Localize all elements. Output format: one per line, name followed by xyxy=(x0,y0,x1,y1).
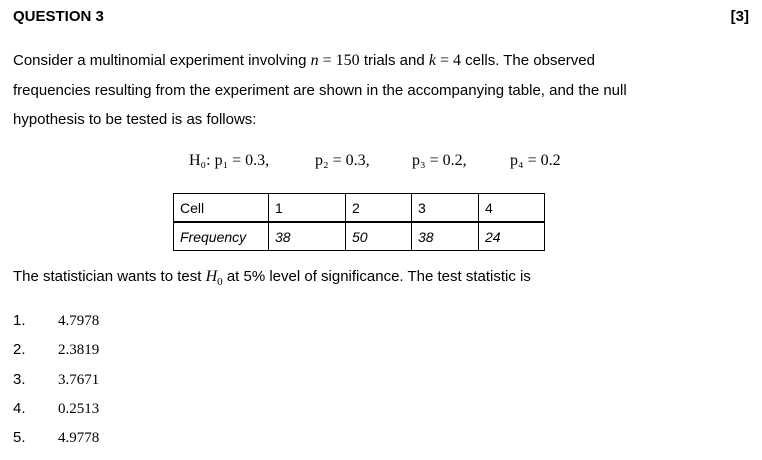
option-number: 4. xyxy=(13,400,26,417)
option-value: 4.9778 xyxy=(58,430,100,446)
table-cell: 1 xyxy=(269,194,346,223)
h-symbol: H xyxy=(205,268,218,285)
intro-line-2: frequencies resulting from the experiment are shown in the accompanying table, and the null xyxy=(13,82,627,99)
null-hypothesis-p2: p₂ = 0.3, xyxy=(315,152,370,169)
intro-line-1: Consider a multinomial experiment involving n = 150 trials and k = 4 cells. The observed xyxy=(13,52,595,69)
question-title: QUESTION 3 xyxy=(13,8,104,25)
option-number: 3. xyxy=(13,371,26,388)
option-number: 5. xyxy=(13,429,26,446)
statement-line: The statistician wants to test $H_0$ at 5% level of significance. The test statistic is xyxy=(13,268,531,288)
frequency-table xyxy=(173,193,545,251)
option-value: 4.7978 xyxy=(58,313,100,329)
option-value: 0.2513 xyxy=(58,401,100,417)
null-hypothesis-p3: p₃ = 0.2, xyxy=(412,152,467,169)
table-cell: 4 xyxy=(479,194,545,223)
n-symbol: n xyxy=(310,52,319,69)
list-item xyxy=(13,429,99,447)
list-item xyxy=(13,312,99,330)
option-value: 3.7671 xyxy=(58,372,100,388)
option-number: 1. xyxy=(13,312,26,329)
table-cell: 38 xyxy=(412,222,479,251)
table-cell: 24 xyxy=(479,222,545,251)
option-value: 2.3819 xyxy=(58,342,100,358)
table-cell: 38 xyxy=(269,222,346,251)
table-cell: Frequency xyxy=(174,222,269,251)
question-marks: [3] xyxy=(730,8,749,25)
list-item xyxy=(13,400,99,418)
table-cell: 2 xyxy=(346,194,412,223)
k-symbol: k xyxy=(428,52,436,69)
list-item xyxy=(13,341,99,359)
null-hypothesis-h0: H₀: p₁ = 0.3, xyxy=(189,152,270,169)
null-hypothesis-p4: p₄ = 0.2 xyxy=(510,152,561,169)
table-cell: 3 xyxy=(412,194,479,223)
table-cell: 50 xyxy=(346,222,412,251)
table-row xyxy=(174,222,545,251)
option-number: 2. xyxy=(13,341,26,358)
list-item xyxy=(13,371,99,389)
table-cell: Cell xyxy=(174,194,269,223)
intro-line-3: hypothesis to be tested is as follows: xyxy=(13,111,257,128)
table-row xyxy=(174,194,545,223)
